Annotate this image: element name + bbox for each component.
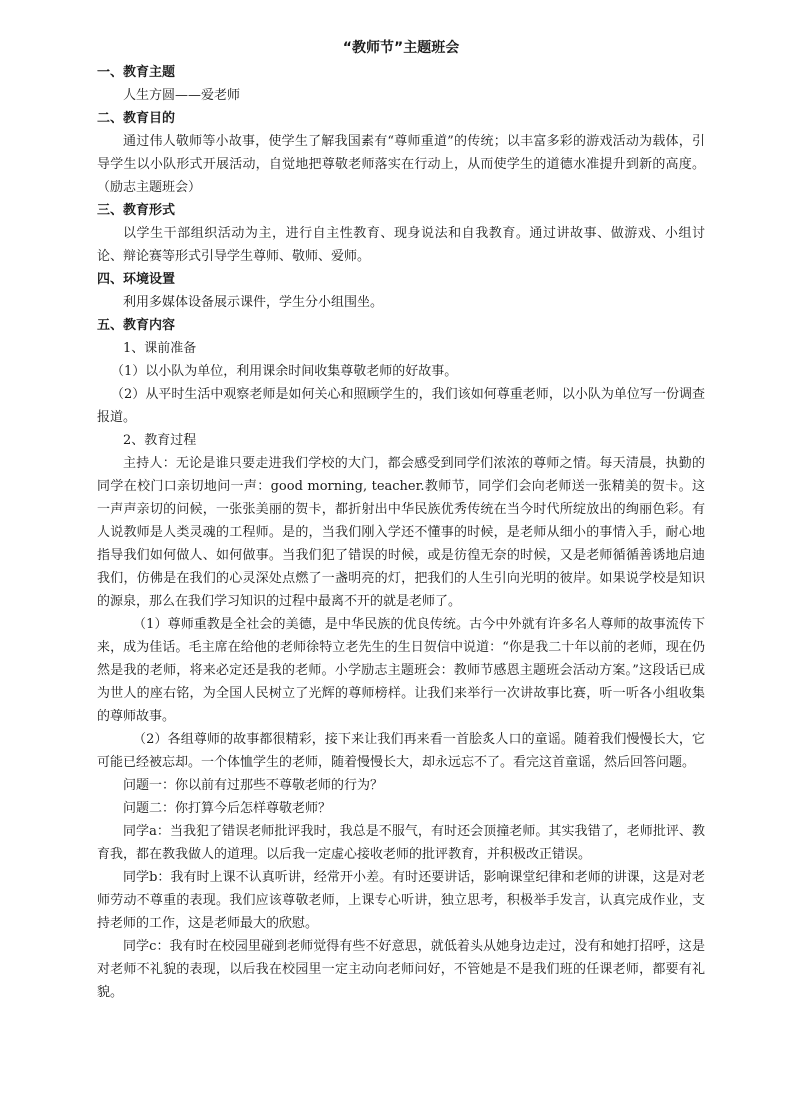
paragraph-environment: 利用多媒体设备展示课件，学生分小组围坐。 bbox=[123, 295, 384, 310]
section-heading-environment: 四、环境设置 bbox=[97, 272, 176, 287]
paragraph-student-c: 同学c：我有时在校园里碰到老师觉得有些不好意思，就低着头从她身边走过，没有和她打招呼，这是对老师不礼貌的表现，以后我在校园里一定主动向老师问好，不管她是不是我们班的任课老师，都要有礼貌。 bbox=[97, 939, 705, 1000]
paragraph-theme: 人生方圆——爱老师 bbox=[123, 88, 241, 103]
subheading-preparation: 1、课前准备 bbox=[123, 341, 197, 356]
section-heading-theme: 一、教育主题 bbox=[97, 65, 176, 80]
paragraph-student-b: 同学b：我有时上课不认真听讲，经常开小差。有时还要讲话，影响课堂纪律和老师的讲课，这是对老师劳动不尊重的表现。我们应该尊敬老师，上课专心听讲，独立思考，积极举手发言，认真完成作业，支持老师的工作，这是老师最大的欣慰。 bbox=[97, 870, 705, 931]
paragraph-prep-1: （1）以小队为单位，利用课余时间收集尊敬老师的好故事。 bbox=[111, 364, 458, 379]
paragraph-question-1: 问题一：你以前有过那些不尊敬老师的行为？ bbox=[123, 778, 384, 793]
document-title: “教师节”主题班会 bbox=[342, 40, 460, 56]
paragraph-process-2: （2）各组尊师的故事都很精彩，接下来让我们再来看一首脍炙人口的童谣。随着我们慢慢长大，它可能已经被忘却。一个体恤学生的老师，随着慢慢长大，却永远忘不了。看完这首童谣，然后回答问题。 bbox=[97, 732, 705, 770]
paragraph-host: 主持人：无论是谁只要走进我们学校的大门，都会感受到同学们浓浓的尊师之情。每天清晨，执勤的同学在校门口亲切地问一声：good morning, teacher.教师节，同学们会向老师送一张精美的贺卡。这一声声亲切的问候，一张张美丽的贺卡，都折射出中华民族优秀传统在当今时代所绽放出的绚丽色彩。有人说教师是人类灵魂的工程师。是的，当我们刚入学还不懂事的时候，是老师从细小的事情入手，耐心地指导我们如何做人、如何做事。当我们犯了错误的时候，或是彷徨无奈的时候，又是老师循循善诱地启迪我们，仿佛是在我们的心灵深处点燃了一盏明亮的灯，把我们的人生引向光明的彼岸。如果说学校是知识的源泉，那么在我们学习知识的过程中最离不开的就是老师了。 bbox=[97, 456, 705, 609]
paragraph-form: 以学生干部组织活动为主，进行自主性教育、现身说法和自我教育。通过讲故事、做游戏、小组讨论、辩论赛等形式引导学生尊师、敬师、爱师。 bbox=[97, 226, 705, 264]
paragraph-purpose: 通过伟人敬师等小故事，使学生了解我国素有“尊师重道”的传统；以丰富多彩的游戏活动为载体，引导学生以小队形式开展活动，自觉地把尊敬老师落实在行动上，从而使学生的道德水准提升到新的高度。（励志主题班会） bbox=[97, 134, 705, 195]
section-heading-form: 三、教育形式 bbox=[97, 203, 176, 218]
document-body bbox=[97, 61, 705, 1004]
subheading-process: 2、教育过程 bbox=[123, 433, 197, 448]
paragraph-question-2: 问题二：你打算今后怎样尊敬老师？ bbox=[123, 801, 332, 816]
paragraph-student-a: 同学a：当我犯了错误老师批评我时，我总是不服气，有时还会顶撞老师。其实我错了，老师批评、教育我，都在教我做人的道理。以后我一定虚心接收老师的批评教育，并积极改正错误。 bbox=[97, 824, 705, 862]
paragraph-prep-2: （2）从平时生活中观察老师是如何关心和照顾学生的，我们该如何尊重老师，以小队为单位写一份调查报道。 bbox=[97, 387, 705, 425]
paragraph-process-1: （1）尊师重教是全社会的美德，是中华民族的优良传统。古今中外就有许多名人尊师的故事流传下来，成为佳话。毛主席在给他的老师徐特立老先生的生日贺信中说道：“你是我二十年以前的老师，现在仍然是我的老师，将来必定还是我的老师。小学励志主题班会：教师节感恩主题班会活动方案。”这段话已成为世人的座右铭，为全国人民树立了光辉的尊师榜样。让我们来举行一次讲故事比赛，听一听各小组收集的尊师故事。 bbox=[97, 617, 705, 724]
section-heading-purpose: 二、教育目的 bbox=[97, 111, 176, 126]
section-heading-content: 五、教育内容 bbox=[97, 318, 176, 333]
